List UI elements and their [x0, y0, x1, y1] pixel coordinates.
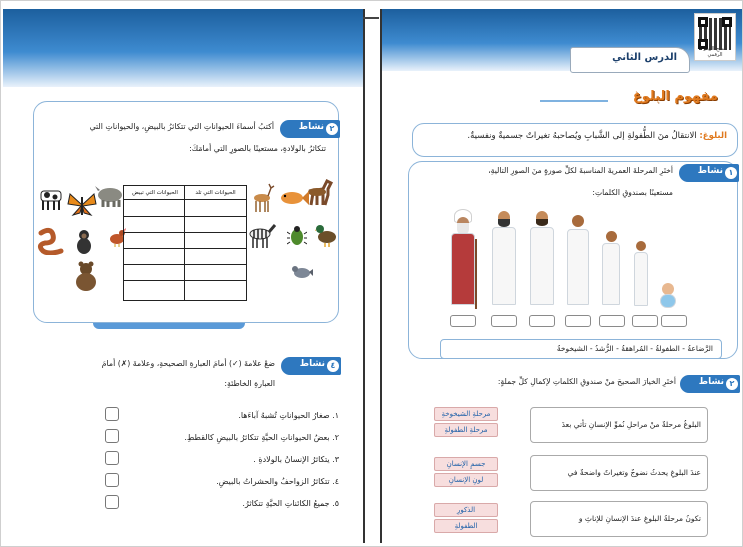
activity-number: ٤	[327, 360, 339, 372]
activity-label: نشاط	[299, 359, 325, 369]
activity-number: ٢	[726, 378, 738, 390]
horse-icon	[305, 177, 335, 207]
stage-answer-box-3[interactable]	[529, 315, 555, 327]
stage-answer-box-2[interactable]	[491, 315, 517, 327]
butterfly-icon	[67, 191, 97, 219]
title-underline	[540, 100, 608, 102]
instruction: أختَرِ الخيارَ الصحيحَ منْ صندوقِ الكلماتِ لإكمالِ كلِّ جملةٍ:	[497, 377, 676, 386]
table-header: الحيوانات التي تبيض	[124, 186, 186, 200]
lesson-title-band	[532, 87, 738, 113]
activity-tag	[680, 375, 740, 393]
answer-checkbox-1[interactable]	[105, 407, 119, 421]
qr-caption: مسح الرمز الرقمي	[703, 46, 727, 58]
table-header: الحيوانات التي تلد	[185, 186, 246, 200]
stage-answer-box-6[interactable]	[632, 315, 658, 327]
activity-label: نشاط	[698, 377, 724, 387]
bear-icon	[73, 261, 99, 291]
sentence-text: عندَ البلوغِ يحدثُ نضوجٌ وتغيراتٌ واضحةٌ في	[567, 468, 701, 477]
choice-option[interactable]: مرحلةِ الطفولةِ	[434, 423, 498, 437]
answer-checkbox-4[interactable]	[105, 473, 119, 487]
sentence-box-2	[530, 455, 708, 491]
qr-finder	[698, 17, 708, 27]
word-bank-text: الرَّضاعةُ - الطفولةُ - المُراهقةُ - الرُّشدُ - الشيخوخةُ	[556, 344, 713, 353]
table-row-line	[124, 216, 246, 217]
table-row-line	[124, 264, 246, 265]
classification-table	[123, 185, 247, 301]
stage-answer-box-7[interactable]	[661, 315, 687, 327]
table-row-line	[124, 280, 246, 281]
deer-icon	[251, 183, 275, 213]
stage-answer-box-5[interactable]	[599, 315, 625, 327]
answer-checkbox-3[interactable]	[105, 451, 119, 465]
statement-1: ١. صغارُ الحيواناتِ تُشبهُ آباءَها.	[238, 411, 339, 420]
box-underbar	[93, 323, 245, 329]
left-header-band	[3, 9, 363, 87]
definition-body: الانتقالُ منَ الطُّفولةِ إلى الشَّبابِ ويُصاحبهُ تغيراتٌ جسميةٌ ونفسيةٌ.	[467, 131, 697, 141]
sentence-box-3	[530, 501, 708, 537]
sentence-text: تكونُ مرحلةُ البلوغِ عندَ الإنسانِ للإناثِ و	[578, 514, 701, 523]
instruction-line-1: أختَرِ المرحلةَ العمريةَ المناسبةَ لكلِّ صورةٍ منَ الصورِ التاليةِ،	[488, 166, 673, 175]
instruction-line-2: مستعينًا بصندوقِ الكلماتِ:	[592, 188, 673, 197]
lesson-label: الدرس الثاني	[612, 52, 677, 63]
choice-option[interactable]: الذكورِ	[434, 503, 498, 517]
statement-4: ٤. تتكاثرُ الزواحفُ والحشراتُ بالبيضِ.	[216, 477, 339, 486]
qr-finder	[722, 17, 732, 27]
instruction-line-2: تتكاثرُ بالولادةِ، مستعينًا بالصورِ التي أمامَكَ:	[189, 144, 326, 153]
figure-teen	[565, 215, 591, 309]
sentence-box-1	[530, 407, 708, 443]
fish-icon	[279, 187, 309, 209]
cow-icon	[37, 185, 65, 211]
figure-elderly	[448, 209, 478, 309]
table-col-egg-laying	[124, 186, 186, 300]
definition-term: البلوغ:	[699, 131, 727, 141]
definition-box	[412, 123, 738, 157]
figure-young-child	[632, 241, 650, 309]
statement-2: ٢. بعضُ الحيواناتِ الحيَّةِ تتكاثرُ بالبيضِ كالقططِ.	[184, 433, 339, 442]
figure-adult	[528, 209, 556, 309]
instruction-line-2: العبارةِ الخاطئةِ:	[224, 379, 275, 388]
activity-tag	[679, 164, 739, 182]
table-row-line	[124, 232, 246, 233]
statement-3: ٣. يتكاثرُ الإنسانُ بالولادةِ .	[253, 455, 339, 464]
activity-label: نشاط	[298, 122, 324, 132]
word-bank	[440, 339, 722, 359]
snake-icon	[37, 227, 67, 255]
duck-icon	[315, 221, 339, 247]
stage-answer-box-1[interactable]	[450, 315, 476, 327]
statement-5: ٥. جميعُ الكائناتِ الحيَّةِ تتكاثرُ.	[242, 499, 339, 508]
choice-option[interactable]: مرحلةِ الشيخوخةِ	[434, 407, 498, 421]
figure-child	[600, 231, 622, 309]
table-row-line	[124, 248, 246, 249]
table-col-live-birth	[184, 186, 246, 300]
choice-option[interactable]: لونِ الإنسانِ	[434, 473, 498, 487]
activity-label: نشاط	[697, 166, 723, 176]
answer-checkbox-5[interactable]	[105, 495, 119, 509]
lesson-title: مفهوم البلوغ	[632, 89, 718, 104]
right-page	[380, 9, 742, 543]
answer-checkbox-2[interactable]	[105, 429, 119, 443]
instruction-line-1: ضعْ علامةَ (✓) أمامَ العبارةِ الصحيحةِ، وعلامةَ (✗) أمامَ	[101, 359, 275, 368]
beetle-icon	[287, 225, 307, 247]
qr-code[interactable]	[694, 13, 736, 61]
activity-number: ١	[725, 167, 737, 179]
spine-divider	[363, 17, 379, 19]
figure-adult-senior	[490, 209, 518, 309]
sentence-text: البلوغُ مرحلةٌ منْ مراحلِ نُموِّ الإنسانِ تأتي بعدَ	[561, 420, 701, 429]
activity-tag	[281, 357, 341, 375]
choice-option[interactable]: جسمِ الإنسانِ	[434, 457, 498, 471]
stage-answer-box-4[interactable]	[565, 315, 591, 327]
rhino-icon	[95, 181, 125, 207]
definition-text	[427, 131, 727, 141]
left-page	[3, 9, 365, 543]
lesson-tab	[570, 47, 690, 73]
zebra-icon	[247, 221, 277, 249]
activity-number: ٢	[326, 123, 338, 135]
instruction-line-1: أكتبُ أسماءَ الحيواناتِ التي تتكاثرُ بالبيضِ، والحيواناتِ التي	[89, 122, 274, 131]
chimp-icon	[73, 229, 95, 255]
figure-baby	[658, 283, 678, 309]
choice-option[interactable]: الطفولةِ	[434, 519, 498, 533]
pigeon-icon	[291, 263, 313, 281]
activity-tag	[280, 120, 340, 138]
